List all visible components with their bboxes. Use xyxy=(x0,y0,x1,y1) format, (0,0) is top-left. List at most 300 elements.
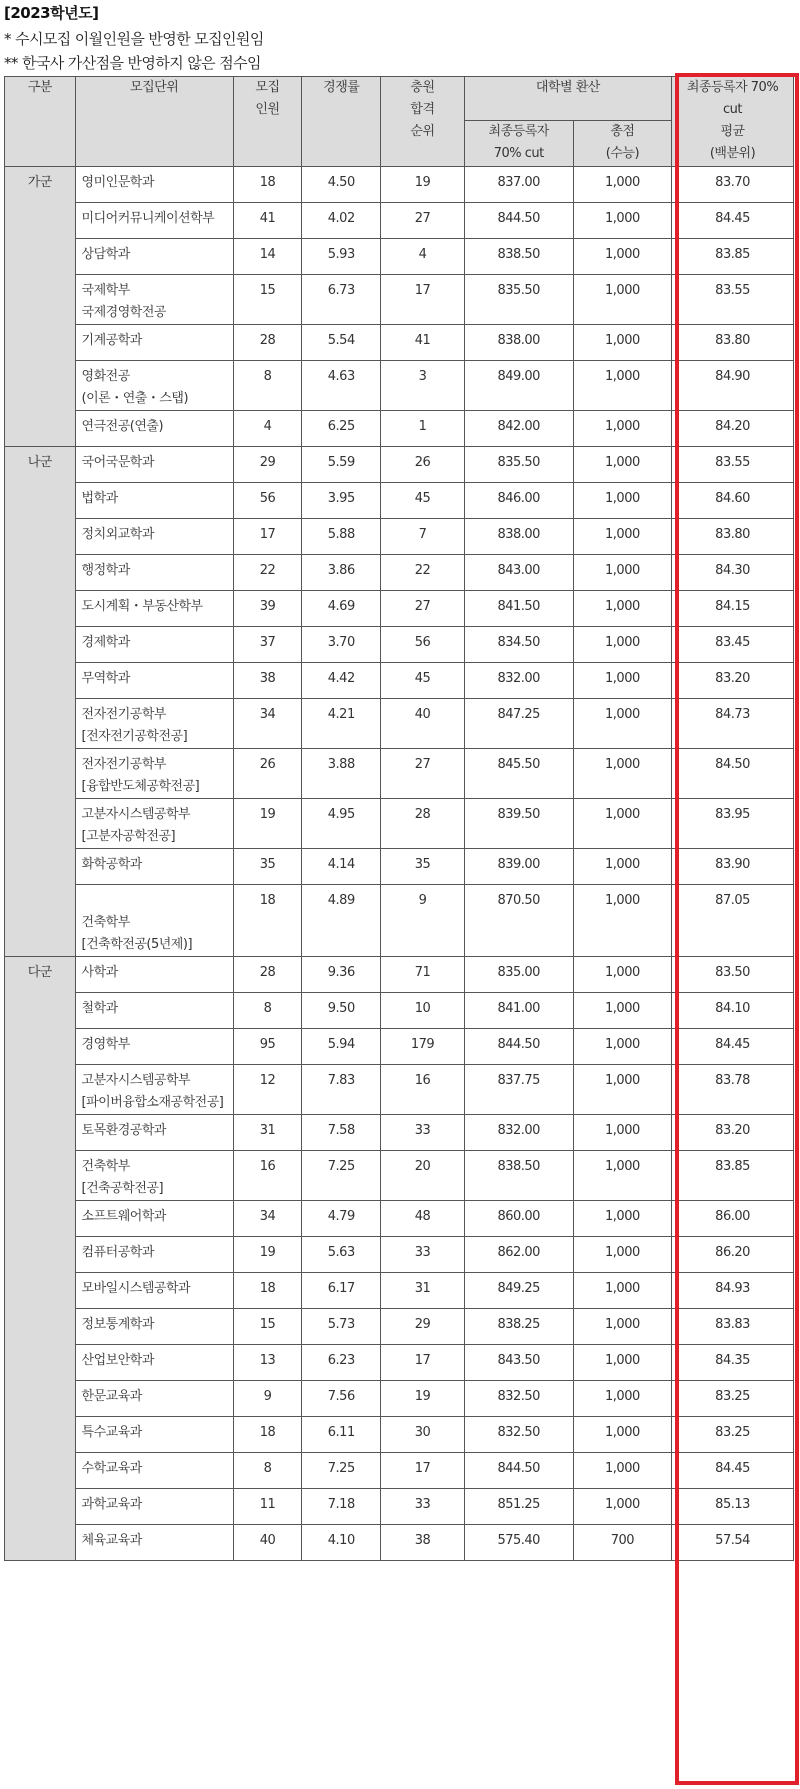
total-cell: 1,000 xyxy=(573,1453,671,1489)
avg-cell: 85.13 xyxy=(672,1489,794,1525)
competition-cell: 4.50 xyxy=(302,167,381,203)
competition-cell: 5.63 xyxy=(302,1237,381,1273)
competition-cell: 5.93 xyxy=(302,239,381,275)
total-cell: 1,000 xyxy=(573,239,671,275)
unit-name-line: 건축학부 xyxy=(81,915,130,930)
unit-name-line: 영화전공 xyxy=(81,369,130,384)
quota-cell: 8 xyxy=(233,993,301,1029)
table-row xyxy=(5,993,794,1029)
rank-cell: 17 xyxy=(381,275,464,325)
unit-name-cell xyxy=(75,799,233,849)
unit-name-line: 영미인문학과 xyxy=(81,175,154,190)
group-cell: 나군 xyxy=(5,447,76,957)
table-row xyxy=(5,167,794,203)
unit-name-cell xyxy=(75,1115,233,1151)
unit-name-line: 정치외교학과 xyxy=(81,527,154,542)
unit-name-cell xyxy=(75,167,233,203)
rank-cell: 56 xyxy=(381,627,464,663)
avg-cell: 83.50 xyxy=(672,957,794,993)
avg-cell: 84.45 xyxy=(672,203,794,239)
rank-cell: 35 xyxy=(381,849,464,885)
rank-cell: 71 xyxy=(381,957,464,993)
cut-cell: 860.00 xyxy=(464,1201,573,1237)
unit-name-line: [건축학전공(5년제)] xyxy=(81,937,193,952)
avg-cell: 83.95 xyxy=(672,799,794,849)
competition-cell: 7.83 xyxy=(302,1065,381,1115)
rank-cell: 31 xyxy=(381,1273,464,1309)
rank-cell: 17 xyxy=(381,1345,464,1381)
rank-cell: 26 xyxy=(381,447,464,483)
cut-cell: 845.50 xyxy=(464,749,573,799)
unit-name-line: 미디어커뮤니케이션학부 xyxy=(81,211,215,226)
cut-cell: 838.00 xyxy=(464,325,573,361)
cut-cell: 847.25 xyxy=(464,699,573,749)
quota-cell: 19 xyxy=(233,799,301,849)
table-row xyxy=(5,483,794,519)
table-row xyxy=(5,627,794,663)
admission-results-table xyxy=(4,76,794,1561)
rank-cell: 48 xyxy=(381,1201,464,1237)
table-row xyxy=(5,957,794,993)
table-row xyxy=(5,411,794,447)
unit-name-line: 상담학과 xyxy=(81,247,130,262)
avg-cell: 84.93 xyxy=(672,1273,794,1309)
total-cell: 1,000 xyxy=(573,1417,671,1453)
unit-name-line: 소프트웨어학과 xyxy=(81,1209,166,1224)
total-cell: 1,000 xyxy=(573,885,671,957)
group-cell: 가군 xyxy=(5,167,76,447)
avg-cell: 83.78 xyxy=(672,1065,794,1115)
competition-cell: 5.54 xyxy=(302,325,381,361)
cut-cell: 832.00 xyxy=(464,1115,573,1151)
table-row xyxy=(5,663,794,699)
avg-cell: 84.60 xyxy=(672,483,794,519)
cut-cell: 849.00 xyxy=(464,361,573,411)
total-cell: 1,000 xyxy=(573,1065,671,1115)
table-row xyxy=(5,699,794,749)
cut-cell: 839.00 xyxy=(464,849,573,885)
quota-cell: 11 xyxy=(233,1489,301,1525)
unit-name-line: 산업보안학과 xyxy=(81,1353,154,1368)
unit-name-cell xyxy=(75,957,233,993)
competition-cell: 5.59 xyxy=(302,447,381,483)
cut-cell: 838.25 xyxy=(464,1309,573,1345)
unit-name-cell xyxy=(75,275,233,325)
total-cell: 1,000 xyxy=(573,203,671,239)
avg-cell: 83.55 xyxy=(672,447,794,483)
avg-cell: 84.73 xyxy=(672,699,794,749)
table-row xyxy=(5,1453,794,1489)
quota-cell: 95 xyxy=(233,1029,301,1065)
competition-cell: 9.36 xyxy=(302,957,381,993)
total-cell: 1,000 xyxy=(573,411,671,447)
unit-name-cell xyxy=(75,483,233,519)
rank-cell: 27 xyxy=(381,591,464,627)
table-row xyxy=(5,1345,794,1381)
rank-cell: 20 xyxy=(381,1151,464,1201)
cut-cell: 870.50 xyxy=(464,885,573,957)
total-cell: 1,000 xyxy=(573,1381,671,1417)
quota-cell: 18 xyxy=(233,1417,301,1453)
total-cell: 1,000 xyxy=(573,749,671,799)
header-competition: 경쟁률 xyxy=(302,77,381,167)
unit-name-cell xyxy=(75,203,233,239)
rank-cell: 28 xyxy=(381,799,464,849)
rank-cell: 40 xyxy=(381,699,464,749)
cut-cell: 843.00 xyxy=(464,555,573,591)
table-row xyxy=(5,1525,794,1561)
rank-cell: 19 xyxy=(381,1381,464,1417)
header-rank: 충원 합격 순위 xyxy=(381,77,464,167)
cut-cell: 838.50 xyxy=(464,1151,573,1201)
rank-cell: 45 xyxy=(381,483,464,519)
unit-name-line: 건축학부 xyxy=(81,1159,130,1174)
rank-cell: 30 xyxy=(381,1417,464,1453)
cut-cell: 851.25 xyxy=(464,1489,573,1525)
avg-cell: 84.10 xyxy=(672,993,794,1029)
unit-name-cell xyxy=(75,239,233,275)
rank-cell: 7 xyxy=(381,519,464,555)
total-cell: 1,000 xyxy=(573,663,671,699)
competition-cell: 7.25 xyxy=(302,1453,381,1489)
competition-cell: 6.11 xyxy=(302,1417,381,1453)
unit-name-cell xyxy=(75,993,233,1029)
quota-cell: 34 xyxy=(233,699,301,749)
total-cell: 1,000 xyxy=(573,591,671,627)
cut-cell: 832.50 xyxy=(464,1417,573,1453)
quota-cell: 8 xyxy=(233,361,301,411)
unit-name-cell xyxy=(75,1029,233,1065)
rank-cell: 10 xyxy=(381,993,464,1029)
cut-cell: 835.00 xyxy=(464,957,573,993)
cut-cell: 835.50 xyxy=(464,275,573,325)
unit-name-cell xyxy=(75,1381,233,1417)
unit-name-line: 무역학과 xyxy=(81,671,130,686)
unit-name-line: 컴퓨터공학과 xyxy=(81,1245,154,1260)
table-row xyxy=(5,1237,794,1273)
unit-name-cell xyxy=(75,1525,233,1561)
unit-name-cell xyxy=(75,1489,233,1525)
total-cell: 1,000 xyxy=(573,275,671,325)
competition-cell: 4.10 xyxy=(302,1525,381,1561)
quota-cell: 18 xyxy=(233,167,301,203)
competition-cell: 9.50 xyxy=(302,993,381,1029)
table-row xyxy=(5,519,794,555)
cut-cell: 844.50 xyxy=(464,1029,573,1065)
unit-name-line: 고분자시스템공학부 xyxy=(81,1073,191,1088)
group-cell: 다군 xyxy=(5,957,76,1561)
total-cell: 1,000 xyxy=(573,1273,671,1309)
rank-cell: 19 xyxy=(381,167,464,203)
rank-cell: 9 xyxy=(381,885,464,957)
header-total: 총점 (수능) xyxy=(573,121,671,167)
avg-cell: 83.70 xyxy=(672,167,794,203)
total-cell: 1,000 xyxy=(573,1151,671,1201)
unit-name-cell xyxy=(75,885,233,957)
rank-cell: 45 xyxy=(381,663,464,699)
unit-name-line: 전자전기공학부 xyxy=(81,757,166,772)
table-row xyxy=(5,849,794,885)
unit-name-cell xyxy=(75,325,233,361)
quota-cell: 38 xyxy=(233,663,301,699)
avg-cell: 84.35 xyxy=(672,1345,794,1381)
unit-name-line: 한문교육과 xyxy=(81,1389,142,1404)
competition-cell: 6.73 xyxy=(302,275,381,325)
unit-name-cell xyxy=(75,1453,233,1489)
unit-name-line: 국어국문학과 xyxy=(81,455,154,470)
avg-cell: 83.80 xyxy=(672,519,794,555)
avg-cell: 83.85 xyxy=(672,239,794,275)
total-cell: 1,000 xyxy=(573,1201,671,1237)
table-row xyxy=(5,799,794,849)
avg-cell: 83.80 xyxy=(672,325,794,361)
avg-cell: 84.15 xyxy=(672,591,794,627)
cut-cell: 846.00 xyxy=(464,483,573,519)
unit-name-line: 전자전기공학부 xyxy=(81,707,166,722)
total-cell: 1,000 xyxy=(573,519,671,555)
competition-cell: 3.86 xyxy=(302,555,381,591)
competition-cell: 4.89 xyxy=(302,885,381,957)
competition-cell: 4.69 xyxy=(302,591,381,627)
quota-cell: 12 xyxy=(233,1065,301,1115)
unit-name-cell xyxy=(75,849,233,885)
header-final-average: 최종등록자 70% cut 평균 (백분위) xyxy=(672,77,794,167)
table-row xyxy=(5,1309,794,1345)
unit-name-line: (이론・연출・스탭) xyxy=(81,391,189,406)
competition-cell: 4.95 xyxy=(302,799,381,849)
cut-cell: 837.75 xyxy=(464,1065,573,1115)
competition-cell: 4.63 xyxy=(302,361,381,411)
rank-cell: 4 xyxy=(381,239,464,275)
table-row xyxy=(5,555,794,591)
header-conversion: 대학별 환산 xyxy=(464,77,671,121)
quota-cell: 16 xyxy=(233,1151,301,1201)
note-2: ** 한국사 가산점을 반영하지 않은 점수임 xyxy=(4,54,261,72)
table-row xyxy=(5,361,794,411)
rank-cell: 38 xyxy=(381,1525,464,1561)
unit-name-cell xyxy=(75,1151,233,1201)
avg-cell: 83.90 xyxy=(672,849,794,885)
unit-name-cell xyxy=(75,1417,233,1453)
unit-name-cell xyxy=(75,555,233,591)
avg-cell: 84.45 xyxy=(672,1453,794,1489)
total-cell: 1,000 xyxy=(573,849,671,885)
unit-name-cell xyxy=(75,749,233,799)
rank-cell: 17 xyxy=(381,1453,464,1489)
competition-cell: 3.88 xyxy=(302,749,381,799)
quota-cell: 8 xyxy=(233,1453,301,1489)
total-cell: 1,000 xyxy=(573,483,671,519)
unit-name-line: 토목환경공학과 xyxy=(81,1123,166,1138)
avg-cell: 83.20 xyxy=(672,663,794,699)
quota-cell: 28 xyxy=(233,957,301,993)
total-cell: 700 xyxy=(573,1525,671,1561)
quota-cell: 15 xyxy=(233,1309,301,1345)
rank-cell: 16 xyxy=(381,1065,464,1115)
total-cell: 1,000 xyxy=(573,799,671,849)
rank-cell: 27 xyxy=(381,203,464,239)
unit-name-cell xyxy=(75,699,233,749)
cut-cell: 838.50 xyxy=(464,239,573,275)
quota-cell: 4 xyxy=(233,411,301,447)
quota-cell: 14 xyxy=(233,239,301,275)
table-row xyxy=(5,591,794,627)
cut-cell: 834.50 xyxy=(464,627,573,663)
unit-name-line: 사학과 xyxy=(81,965,118,980)
total-cell: 1,000 xyxy=(573,167,671,203)
table-row xyxy=(5,749,794,799)
table-row xyxy=(5,1489,794,1525)
rank-cell: 27 xyxy=(381,749,464,799)
avg-cell: 83.20 xyxy=(672,1115,794,1151)
unit-name-line: 국제학부 xyxy=(81,283,130,298)
unit-name-line xyxy=(82,890,229,912)
competition-cell: 7.58 xyxy=(302,1115,381,1151)
avg-cell: 84.50 xyxy=(672,749,794,799)
cut-cell: 843.50 xyxy=(464,1345,573,1381)
avg-cell: 83.83 xyxy=(672,1309,794,1345)
competition-cell: 4.02 xyxy=(302,203,381,239)
total-cell: 1,000 xyxy=(573,555,671,591)
cut-cell: 837.00 xyxy=(464,167,573,203)
competition-cell: 7.56 xyxy=(302,1381,381,1417)
avg-cell: 84.45 xyxy=(672,1029,794,1065)
avg-cell: 87.05 xyxy=(672,885,794,957)
unit-name-line: 법학과 xyxy=(81,491,118,506)
total-cell: 1,000 xyxy=(573,1345,671,1381)
avg-cell: 84.90 xyxy=(672,361,794,411)
unit-name-line: 국제경영학전공 xyxy=(81,305,166,320)
quota-cell: 9 xyxy=(233,1381,301,1417)
cut-cell: 862.00 xyxy=(464,1237,573,1273)
avg-cell: 84.20 xyxy=(672,411,794,447)
header-conversion-cut: 최종등록자 70% cut xyxy=(464,121,573,167)
unit-name-cell xyxy=(75,663,233,699)
competition-cell: 6.17 xyxy=(302,1273,381,1309)
unit-name-cell xyxy=(75,1273,233,1309)
rank-cell: 179 xyxy=(381,1029,464,1065)
competition-cell: 4.21 xyxy=(302,699,381,749)
cut-cell: 838.00 xyxy=(464,519,573,555)
table-row xyxy=(5,1151,794,1201)
unit-name-line: 도시계획・부동산학부 xyxy=(81,599,203,614)
cut-cell: 844.50 xyxy=(464,203,573,239)
quota-cell: 37 xyxy=(233,627,301,663)
competition-cell: 3.70 xyxy=(302,627,381,663)
rank-cell: 29 xyxy=(381,1309,464,1345)
unit-name-line: [전자전기공학전공] xyxy=(81,729,188,744)
unit-name-cell xyxy=(75,1201,233,1237)
cut-cell: 841.50 xyxy=(464,591,573,627)
cut-cell: 835.50 xyxy=(464,447,573,483)
total-cell: 1,000 xyxy=(573,627,671,663)
table-row xyxy=(5,1273,794,1309)
cut-cell: 842.00 xyxy=(464,411,573,447)
total-cell: 1,000 xyxy=(573,1237,671,1273)
avg-cell: 83.25 xyxy=(672,1381,794,1417)
unit-name-cell xyxy=(75,1065,233,1115)
total-cell: 1,000 xyxy=(573,957,671,993)
total-cell: 1,000 xyxy=(573,447,671,483)
header-group: 구분 xyxy=(5,77,76,167)
unit-name-line: [파이버융합소재공학전공] xyxy=(81,1095,224,1110)
rank-cell: 33 xyxy=(381,1115,464,1151)
unit-name-line: 모바일시스템공학과 xyxy=(81,1281,191,1296)
unit-name-cell xyxy=(75,1345,233,1381)
quota-cell: 31 xyxy=(233,1115,301,1151)
table-row xyxy=(5,1201,794,1237)
unit-name-line: 고분자시스템공학부 xyxy=(81,807,191,822)
quota-cell: 13 xyxy=(233,1345,301,1381)
total-cell: 1,000 xyxy=(573,1309,671,1345)
unit-name-line: 철학과 xyxy=(81,1001,118,1016)
competition-cell: 3.95 xyxy=(302,483,381,519)
unit-name-cell xyxy=(75,361,233,411)
rank-cell: 1 xyxy=(381,411,464,447)
unit-name-cell xyxy=(75,447,233,483)
unit-name-cell xyxy=(75,627,233,663)
header-quota: 모집 인원 xyxy=(233,77,301,167)
competition-cell: 7.18 xyxy=(302,1489,381,1525)
table-row xyxy=(5,239,794,275)
unit-name-cell xyxy=(75,519,233,555)
note-1: * 수시모집 이월인원을 반영한 모집인원임 xyxy=(4,30,264,48)
competition-cell: 4.79 xyxy=(302,1201,381,1237)
total-cell: 1,000 xyxy=(573,1029,671,1065)
avg-cell: 57.54 xyxy=(672,1525,794,1561)
avg-cell: 84.30 xyxy=(672,555,794,591)
cut-cell: 575.40 xyxy=(464,1525,573,1561)
table-row xyxy=(5,1381,794,1417)
quota-cell: 28 xyxy=(233,325,301,361)
total-cell: 1,000 xyxy=(573,361,671,411)
quota-cell: 29 xyxy=(233,447,301,483)
total-cell: 1,000 xyxy=(573,1489,671,1525)
unit-name-cell xyxy=(75,411,233,447)
avg-cell: 86.00 xyxy=(672,1201,794,1237)
unit-name-line: 연극전공(연출) xyxy=(81,419,164,434)
quota-cell: 26 xyxy=(233,749,301,799)
table-row xyxy=(5,1029,794,1065)
competition-cell: 5.94 xyxy=(302,1029,381,1065)
cut-cell: 832.00 xyxy=(464,663,573,699)
table-row xyxy=(5,1065,794,1115)
rank-cell: 22 xyxy=(381,555,464,591)
quota-cell: 22 xyxy=(233,555,301,591)
unit-name-cell xyxy=(75,591,233,627)
table-row xyxy=(5,325,794,361)
table-row xyxy=(5,1417,794,1453)
competition-cell: 6.25 xyxy=(302,411,381,447)
table-row xyxy=(5,203,794,239)
unit-name-line: 화학공학과 xyxy=(81,857,142,872)
unit-name-line: 과학교육과 xyxy=(81,1497,142,1512)
unit-name-line: [건축공학전공] xyxy=(81,1181,164,1196)
quota-cell: 40 xyxy=(233,1525,301,1561)
quota-cell: 17 xyxy=(233,519,301,555)
unit-name-line: 경제학과 xyxy=(81,635,130,650)
cut-cell: 841.00 xyxy=(464,993,573,1029)
header-unit: 모집단위 xyxy=(75,77,233,167)
competition-cell: 6.23 xyxy=(302,1345,381,1381)
unit-name-line: 정보통계학과 xyxy=(81,1317,154,1332)
quota-cell: 19 xyxy=(233,1237,301,1273)
avg-cell: 86.20 xyxy=(672,1237,794,1273)
unit-name-line: 경영학부 xyxy=(81,1037,130,1052)
quota-cell: 18 xyxy=(233,885,301,957)
unit-name-line: 행정학과 xyxy=(81,563,130,578)
avg-cell: 83.25 xyxy=(672,1417,794,1453)
